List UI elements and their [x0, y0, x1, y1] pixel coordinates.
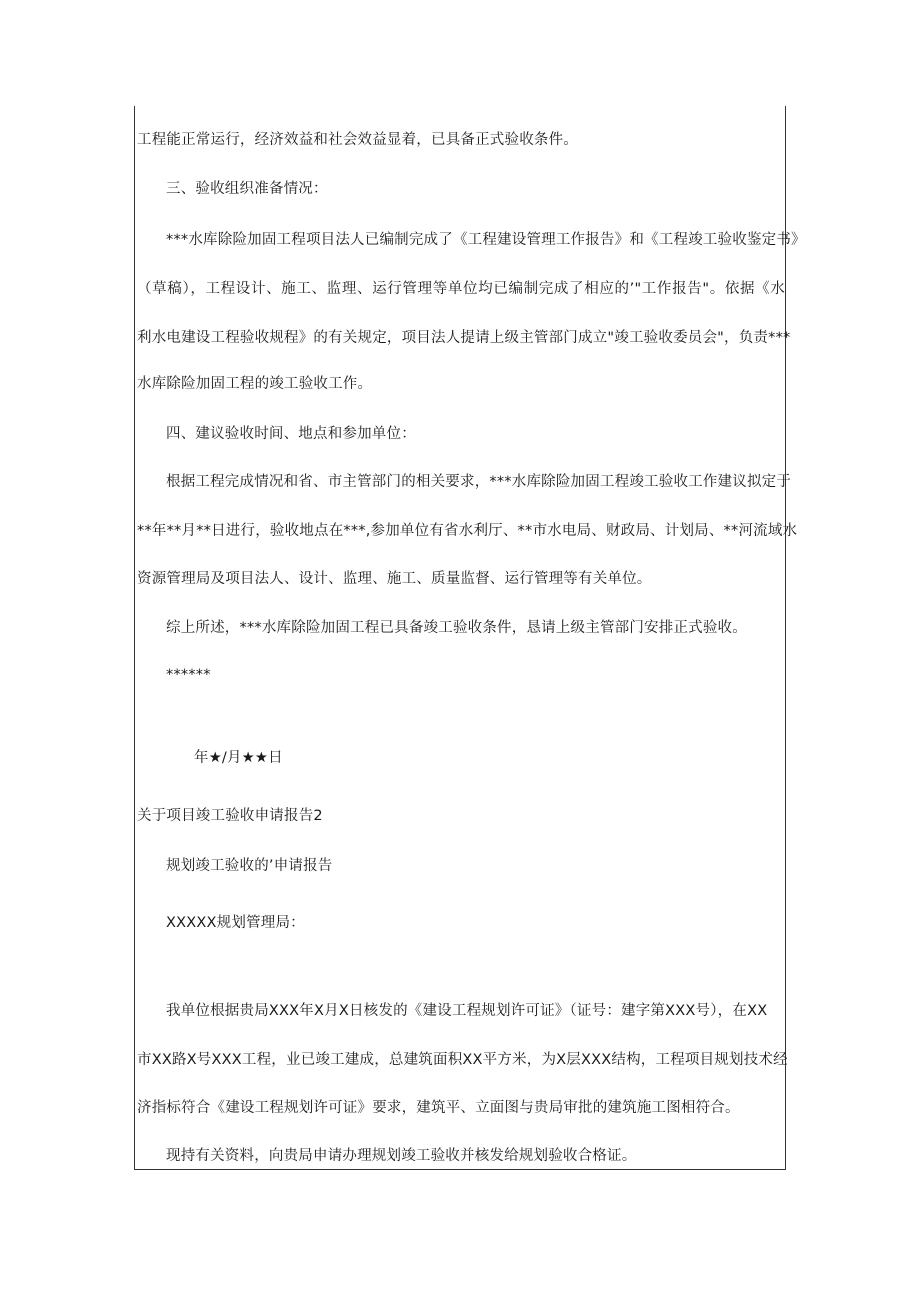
paragraph-line: ***水库除险加固工程项目法人已编制完成了《工程建设管理工作报告》和《工程竣工验收鉴定书》 [166, 232, 806, 248]
paragraph-line: 现持有关资料，向贵局申请办理规划竣工验收并核发给规划验收合格证。 [166, 1148, 637, 1164]
paragraph-line: 根据工程完成情况和省、市主管部门的相关要求，***水库除险加固工程竣工验收工作建议拟定于 [166, 474, 792, 490]
report-subtitle: 规划竣工验收的’申请报告 [166, 858, 333, 874]
section-heading-3: 三、验收组织准备情况： [166, 181, 328, 197]
paragraph-line: 工程能正常运行，经济效益和社会效益显着，已具备正式验收条件。 [137, 132, 578, 148]
date-line: 年★/月★★日 [194, 750, 283, 766]
paragraph-line: 济指标符合《建设工程规划许可证》要求，建筑平、立面图与贵局审批的建筑施工图相符合。 [137, 1100, 740, 1116]
paragraph-line: 市XX路X号XXX工程，业已竣工建成，总建筑面积XX平方米，为X层XXX结构，工程项目规划技术经 [137, 1052, 788, 1068]
paragraph-line: 综上所述，***水库除险加固工程已具备竣工验收条件，恳请上级主管部门安排正式验收。 [166, 620, 747, 636]
section-heading-4: 四、建议验收时间、地点和参加单位： [166, 426, 416, 442]
signature-placeholder: ****** [166, 667, 211, 683]
paragraph-line: （草稿），工程设计、施工、监理、运行管理等单位均已编制完成了相应的’"工作报告"。依据《水 [137, 281, 785, 297]
paragraph-line: 利水电建设工程验收规程》的有关规定，项目法人提请上级主管部门成立"竣工验收委员会"，负责*** [137, 330, 791, 346]
document-title: 关于项目竣工验收申请报告2 [137, 808, 323, 824]
paragraph-line: 资源管理局及项目法人、设计、监理、施工、质量监督、运行管理等有关单位。 [137, 571, 652, 587]
paragraph-line: **年**月**日进行，验收地点在***,参加单位有省水利厅、**市水电局、财政局、计划局、**河流域水 [137, 523, 798, 539]
addressee: XXXXX规划管理局： [166, 915, 305, 931]
paragraph-line: 我单位根据贵局XXX年X月X日核发的《建设工程规划许可证》（证号：建字第XXX号），在XX [166, 1003, 768, 1019]
paragraph-line: 水库除险加固工程的竣工验收工作。 [137, 376, 373, 392]
